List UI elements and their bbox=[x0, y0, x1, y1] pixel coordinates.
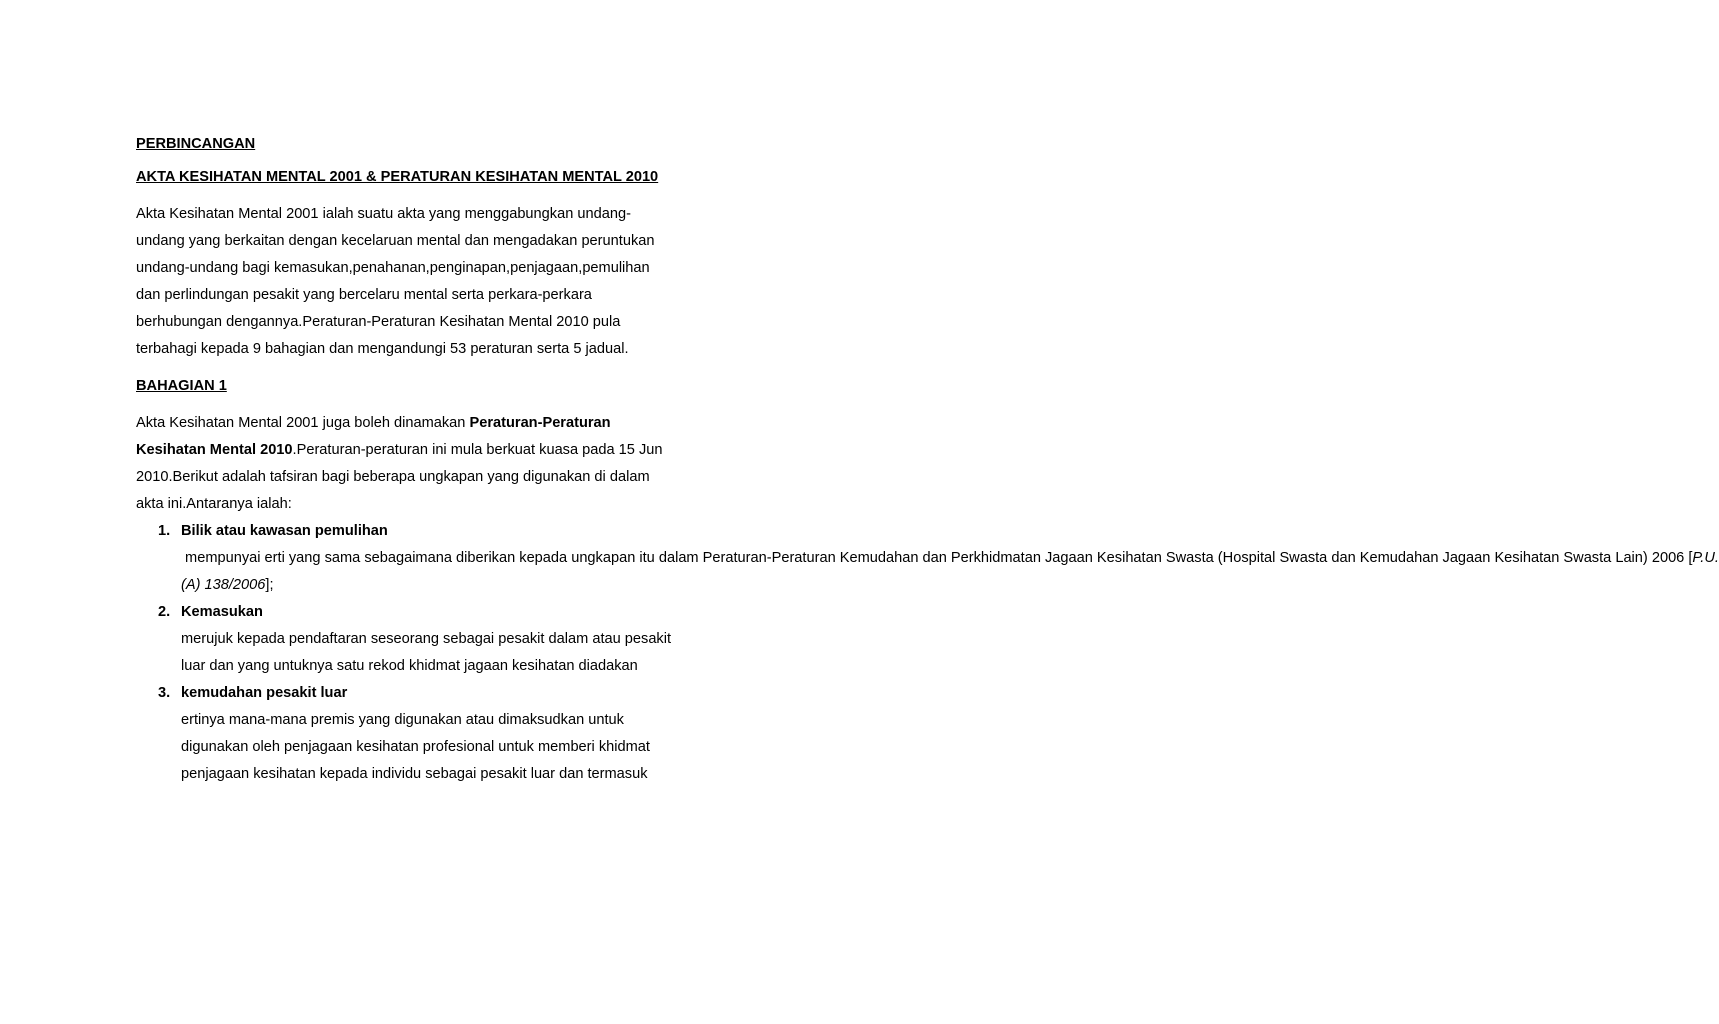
heading-bahagian-1: BAHAGIAN 1 bbox=[136, 378, 227, 394]
definition-text-end: ]; bbox=[265, 577, 274, 593]
definition-description bbox=[181, 545, 1719, 599]
definition-term: kemudahan pesakit luar bbox=[181, 685, 348, 701]
heading-akta: AKTA KESIHATAN MENTAL 2001 & PERATURAN KESIHATAN MENTAL 2010 bbox=[136, 169, 659, 185]
definition-term: Kemasukan bbox=[181, 604, 263, 620]
bahagian-text-bold: Peraturan-Peraturan Kesihatan Mental 2010 bbox=[136, 415, 611, 458]
list-item-number: 2. bbox=[158, 604, 171, 620]
document-body bbox=[136, 131, 1719, 788]
list-item bbox=[136, 518, 1719, 599]
definition-list bbox=[136, 518, 1719, 788]
definition-description: merujuk kepada pendaftaran seseorang sebagai pesakit dalam atau pesakit luar dan yang untuknya satu rekod khidmat jagaan kesihatan diadakan bbox=[181, 631, 672, 674]
list-item bbox=[136, 680, 676, 788]
heading-perbincangan: PERBINCANGAN bbox=[136, 136, 256, 152]
bahagian-text-end: .Peraturan-peraturan ini mula berkuat kuasa pada 15 Jun 2010.Berikut adalah tafsiran bagi beberapa ungkapan yang digunakan di dalam akta ini.Antaranya ialah: bbox=[136, 442, 663, 512]
bahagian-paragraph bbox=[136, 410, 676, 518]
bahagian-text-start: Akta Kesihatan Mental 2001 juga boleh dinamakan bbox=[136, 415, 470, 431]
definition-text-start: mempunyai erti yang sama sebagaimana diberikan kepada ungkapan itu dalam Peraturan-Peraturan Kemudahan dan Perkhidmatan Jagaan Kesihatan Swasta (Hospital Swasta dan Kemudahan Jagaan Kesihatan Swasta Lain) 2006 [ bbox=[181, 550, 1693, 566]
definition-citation: P.U. (A) 138/2006 bbox=[181, 550, 1719, 593]
intro-paragraph: Akta Kesihatan Mental 2001 ialah suatu akta yang menggabungkan undang-undang yang berkaitan dengan kecelaruan mental dan mengadakan peruntukan undang-undang bagi kemasukan,penahanan,penginapan,penjagaan,pemulihan dan perlindungan pesakit yang bercelaru mental serta perkara-perkara berhubungan dengannya.Peraturan-Peraturan Kesihatan Mental 2010 pula terbahagi kepada 9 bahagian dan mengandungi 53 peraturan serta 5 jadual. bbox=[136, 206, 655, 357]
list-item-number: 3. bbox=[158, 685, 171, 701]
list-item-number: 1. bbox=[158, 523, 171, 539]
list-item bbox=[136, 599, 676, 680]
definition-description: ertinya mana-mana premis yang digunakan atau dimaksudkan untuk digunakan oleh penjagaan kesihatan profesional untuk memberi khidmat penjagaan kesihatan kepada individu sebagai pesakit luar dan termasuk bbox=[181, 712, 650, 782]
definition-term: Bilik atau kawasan pemulihan bbox=[181, 523, 388, 539]
